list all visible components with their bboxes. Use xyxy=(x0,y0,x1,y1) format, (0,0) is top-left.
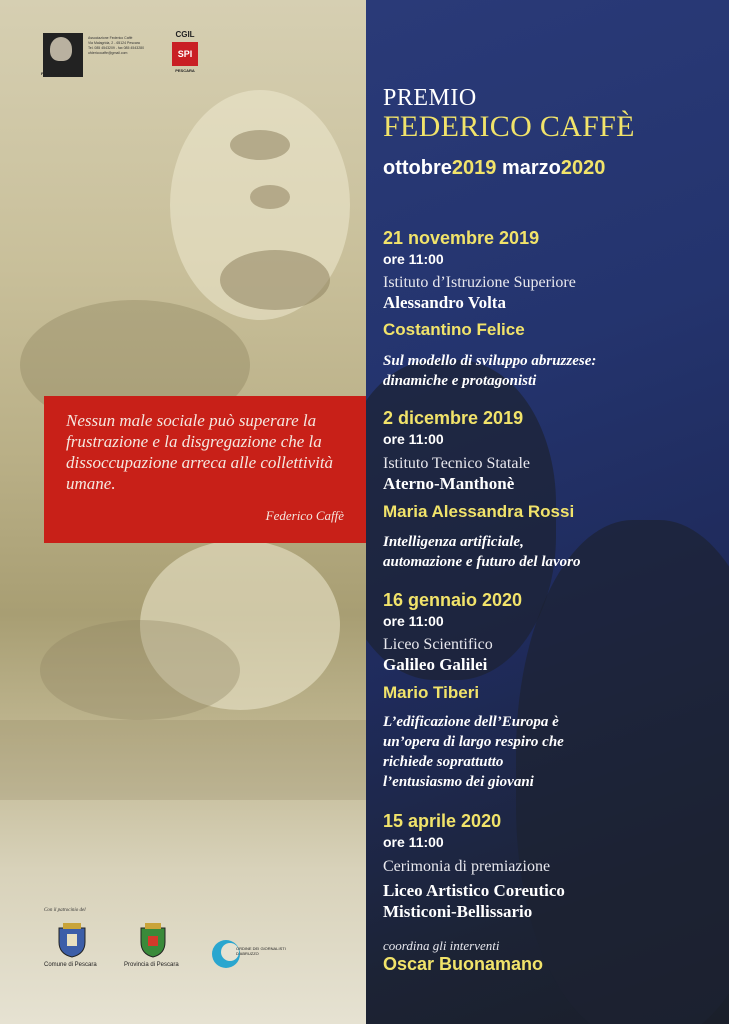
event-date: 21 novembre 2019 xyxy=(383,228,540,248)
patronage-label: Con il patrocinio del xyxy=(44,908,86,913)
event-institution: Cerimonia di premiazione xyxy=(383,858,551,875)
event-speaker: Maria Alessandra Rossi xyxy=(383,502,575,521)
event-school: Galileo Galilei xyxy=(383,655,488,674)
topic-line: Intelligenza artificiale, xyxy=(383,534,524,550)
portrait-icon xyxy=(50,37,72,61)
event-date: 2 dicembre 2019 xyxy=(383,408,524,428)
topic-line: Sul modello di sviluppo abruzzese: xyxy=(383,353,597,369)
event-school: Alessandro Volta xyxy=(383,293,506,312)
event-institution: Istituto Tecnico Statale xyxy=(383,455,530,472)
topic-line: un’opera di largo respiro che xyxy=(383,734,564,750)
topic-line: L’edificazione dell’Europa è xyxy=(383,714,559,730)
provincia-pescara-crest-icon xyxy=(138,922,168,958)
event-school: Aterno-Manthonè xyxy=(383,474,515,493)
event-institution: Istituto d’Istruzione Superiore xyxy=(383,274,576,291)
event-date: 16 gennaio 2020 xyxy=(383,590,523,610)
topic-line: dinamiche e protagonisti xyxy=(383,373,537,389)
period-month: ottobre xyxy=(383,157,452,179)
event-speaker: Mario Tiberi xyxy=(383,683,480,702)
award-name: FEDERICO CAFFÈ xyxy=(383,110,635,143)
topic-line: l’entusiasmo dei giovani xyxy=(383,774,534,790)
assoc-line: Associazione Federico Caffè xyxy=(88,36,133,40)
school-line: Misticoni-Bellissario xyxy=(383,902,533,921)
period-month: marzo xyxy=(501,157,561,179)
sponsor-label: Comune di Pescara xyxy=(44,962,97,968)
event-date: 15 aprile 2020 xyxy=(383,811,502,831)
event-topic xyxy=(383,712,713,792)
period-year: 2020 xyxy=(560,157,606,179)
spi-pescara-label: PESCARA xyxy=(175,68,195,73)
award-period xyxy=(383,157,605,180)
event-topic xyxy=(383,532,713,572)
event-school xyxy=(383,880,565,922)
period-year: 2019 xyxy=(451,157,497,179)
comune-pescara-crest-icon xyxy=(55,922,89,958)
assoc-line: Via Malagrida, 2 - 65124 Pescara xyxy=(88,41,140,45)
sponsor-label: ORDINE DEI GIORNALISTI D'ABRUZZO xyxy=(236,946,286,956)
school-line: Liceo Artistico Coreutico xyxy=(383,881,565,900)
event-topic xyxy=(383,351,713,391)
coordinator-name: Oscar Buonamano xyxy=(383,954,544,974)
spi-logo: SPI xyxy=(172,42,198,66)
event-speaker: Costantino Felice xyxy=(383,320,525,339)
sponsor-label: Provincia di Pescara xyxy=(124,962,179,968)
topic-line: automazione e futuro del lavoro xyxy=(383,554,581,570)
award-label: PREMIO xyxy=(383,85,477,111)
event-time: ore 11:00 xyxy=(383,613,444,629)
association-address xyxy=(88,36,168,56)
event-time: ore 11:00 xyxy=(383,834,444,850)
event-institution: Liceo Scientifico xyxy=(383,636,493,653)
assoc-line: Tel. 085 4543209 - fax 085 4543280 xyxy=(88,46,145,50)
topic-line: richiede soprattutto xyxy=(383,754,504,770)
coordinator-label: coordina gli interventi xyxy=(383,938,500,953)
logo-name: FEDERICO CAFFÈ xyxy=(41,71,77,76)
cgil-logo: CGIL xyxy=(175,30,195,39)
event-time: ore 11:00 xyxy=(383,431,444,447)
quote-text: Nessun male sociale può superare la frustrazione e la disgregazione che la dissoccupazione arreca alle collettività umane. xyxy=(66,411,334,493)
assoc-line: ufdericocaffe@gmail.com xyxy=(88,51,128,55)
event-time: ore 11:00 xyxy=(383,251,444,267)
quote-author: Federico Caffè xyxy=(265,508,344,523)
